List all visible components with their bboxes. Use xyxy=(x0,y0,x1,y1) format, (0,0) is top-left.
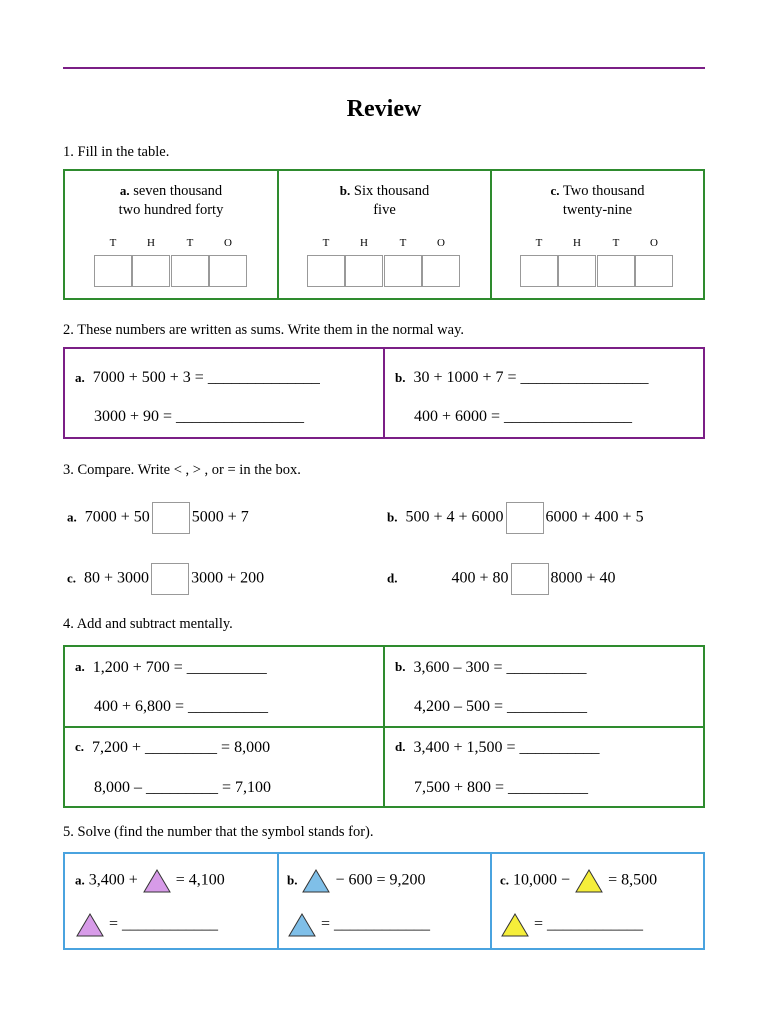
q1-table xyxy=(63,169,705,300)
head-thousands: T xyxy=(322,237,330,249)
mental-math-expression: 7,200 + _________ = 8,000 xyxy=(92,739,271,756)
q4-b-line1 xyxy=(395,659,587,677)
item-letter: a. xyxy=(67,509,77,525)
q2-a-line1 xyxy=(75,369,320,387)
divider xyxy=(383,349,385,437)
q5-b-answer xyxy=(287,912,430,938)
q5-a-equation xyxy=(75,868,225,894)
mental-math-expression: 3,600 – 300 = __________ xyxy=(413,659,587,676)
item-letter: a. xyxy=(75,872,85,888)
yellow-triangle-icon xyxy=(574,868,604,894)
q4-d-line1 xyxy=(395,739,600,757)
digit-box[interactable] xyxy=(558,255,596,287)
q4-table xyxy=(63,645,705,808)
number-words: five xyxy=(373,202,396,218)
number-words: Six thousand xyxy=(350,183,430,199)
equation-part: 3,400 + xyxy=(88,871,142,889)
right-expression: 3000 + 200 xyxy=(191,569,265,587)
head-thousands: T xyxy=(109,237,117,249)
left-expression: 400 + 80 xyxy=(451,569,509,587)
mental-math-expression: 3,400 + 1,500 = __________ xyxy=(413,739,600,756)
head-ones: O xyxy=(224,237,232,249)
q5-c-answer xyxy=(500,912,643,938)
item-letter: c. xyxy=(550,183,560,198)
q1-cell-b xyxy=(279,171,490,298)
head-hundreds: H xyxy=(573,237,581,249)
head-tens: T xyxy=(186,237,194,249)
top-rule xyxy=(63,67,705,69)
digit-box[interactable] xyxy=(635,255,673,287)
q5-a-answer xyxy=(75,912,218,938)
q4-a-line1 xyxy=(75,659,267,677)
equation-part: − 600 = 9,200 xyxy=(331,871,426,889)
compare-box[interactable] xyxy=(511,563,549,595)
right-expression: 8000 + 40 xyxy=(550,569,616,587)
item-letter: a. xyxy=(75,659,85,674)
number-words: Two thousand xyxy=(559,183,645,199)
q5-table xyxy=(63,852,705,950)
number-words: twenty-nine xyxy=(562,202,633,218)
sum-expression: 30 + 1000 + 7 = ________________ xyxy=(413,369,649,386)
digit-box[interactable] xyxy=(94,255,132,287)
compare-box[interactable] xyxy=(506,502,544,534)
q5-prompt: 5. Solve (find the number that the symbol stands for). xyxy=(63,824,374,840)
q2-prompt: 2. These numbers are written as sums. Write them in the normal way. xyxy=(63,322,465,338)
q3-a xyxy=(67,502,249,534)
yellow-triangle-icon xyxy=(500,912,530,938)
q1-prompt: 1. Fill in the table. xyxy=(63,144,170,160)
q4-b-line2: 4,200 – 500 = __________ xyxy=(414,698,588,715)
right-expression: 5000 + 7 xyxy=(191,508,249,526)
purple-triangle-icon xyxy=(142,868,172,894)
answer-blank[interactable]: = ____________ xyxy=(105,915,219,933)
q5-b-equation xyxy=(287,868,426,894)
divider xyxy=(490,854,492,948)
q3-prompt: 3. Compare. Write < , > , or = in the box. xyxy=(63,462,301,478)
purple-triangle-icon xyxy=(75,912,105,938)
mental-math-expression: 1,200 + 700 = __________ xyxy=(92,659,267,676)
q2-table xyxy=(63,347,705,439)
item-letter: c. xyxy=(75,739,85,754)
equation-part: = 4,100 xyxy=(171,871,225,889)
q4-a-line2: 400 + 6,800 = __________ xyxy=(94,698,269,715)
q1-cell-a xyxy=(65,171,277,298)
item-letter: d. xyxy=(387,570,398,586)
page-title: Review xyxy=(346,96,422,122)
head-tens: T xyxy=(612,237,620,249)
item-letter: d. xyxy=(395,739,406,754)
digit-box[interactable] xyxy=(422,255,460,287)
head-ones: O xyxy=(650,237,658,249)
divider xyxy=(277,854,279,948)
q4-prompt: 4. Add and subtract mentally. xyxy=(63,616,233,632)
q3-d xyxy=(387,563,616,595)
digit-box[interactable] xyxy=(597,255,635,287)
q5-c-equation xyxy=(500,868,657,894)
digit-box[interactable] xyxy=(345,255,383,287)
q2-a-line2: 3000 + 90 = ________________ xyxy=(94,408,305,425)
item-letter: b. xyxy=(387,509,398,525)
head-ones: O xyxy=(437,237,445,249)
item-letter: b. xyxy=(287,872,298,888)
item-letter: b. xyxy=(395,659,406,674)
number-words: two hundred forty xyxy=(118,202,224,218)
head-tens: T xyxy=(399,237,407,249)
item-letter: a. xyxy=(119,183,130,198)
head-hundreds: H xyxy=(147,237,155,249)
q2-b-line2: 400 + 6000 = ________________ xyxy=(414,408,633,425)
digit-box[interactable] xyxy=(520,255,558,287)
divider xyxy=(65,726,703,728)
equation-part: = 8,500 xyxy=(604,871,658,889)
digit-box[interactable] xyxy=(132,255,170,287)
left-expression: 80 + 3000 xyxy=(84,569,150,587)
q2-b-line1 xyxy=(395,369,649,387)
blue-triangle-icon xyxy=(287,912,317,938)
compare-box[interactable] xyxy=(151,563,189,595)
digit-box[interactable] xyxy=(171,255,209,287)
answer-blank[interactable]: = ____________ xyxy=(317,915,431,933)
q1-cell-c-label xyxy=(492,181,703,220)
q3-b xyxy=(387,502,644,534)
q4-d-line2: 7,500 + 800 = __________ xyxy=(414,779,589,796)
item-letter: b. xyxy=(395,370,406,385)
q3-c xyxy=(67,563,264,595)
left-expression: 500 + 4 + 6000 xyxy=(405,508,504,526)
number-words: seven thousand xyxy=(129,183,223,199)
digit-box[interactable] xyxy=(209,255,247,287)
item-letter: b. xyxy=(339,183,351,198)
left-expression: 7000 + 50 xyxy=(84,508,150,526)
answer-blank[interactable]: = ____________ xyxy=(530,915,644,933)
head-thousands: T xyxy=(535,237,543,249)
q4-c-line2: 8,000 – _________ = 7,100 xyxy=(94,779,272,796)
sum-expression: 7000 + 500 + 3 = ______________ xyxy=(92,369,320,386)
item-letter: c. xyxy=(500,872,510,888)
digit-box[interactable] xyxy=(384,255,422,287)
q1-cell-c xyxy=(492,171,703,298)
q1-cell-b-label xyxy=(279,181,490,220)
right-expression: 6000 + 400 + 5 xyxy=(545,508,644,526)
head-hundreds: H xyxy=(360,237,368,249)
digit-box[interactable] xyxy=(307,255,345,287)
blue-triangle-icon xyxy=(301,868,331,894)
q4-c-line1 xyxy=(75,739,270,757)
q1-cell-a-label xyxy=(65,181,277,220)
equation-part: 10,000 − xyxy=(513,871,575,889)
compare-box[interactable] xyxy=(152,502,190,534)
item-letter: a. xyxy=(75,370,85,385)
item-letter: c. xyxy=(67,570,77,586)
